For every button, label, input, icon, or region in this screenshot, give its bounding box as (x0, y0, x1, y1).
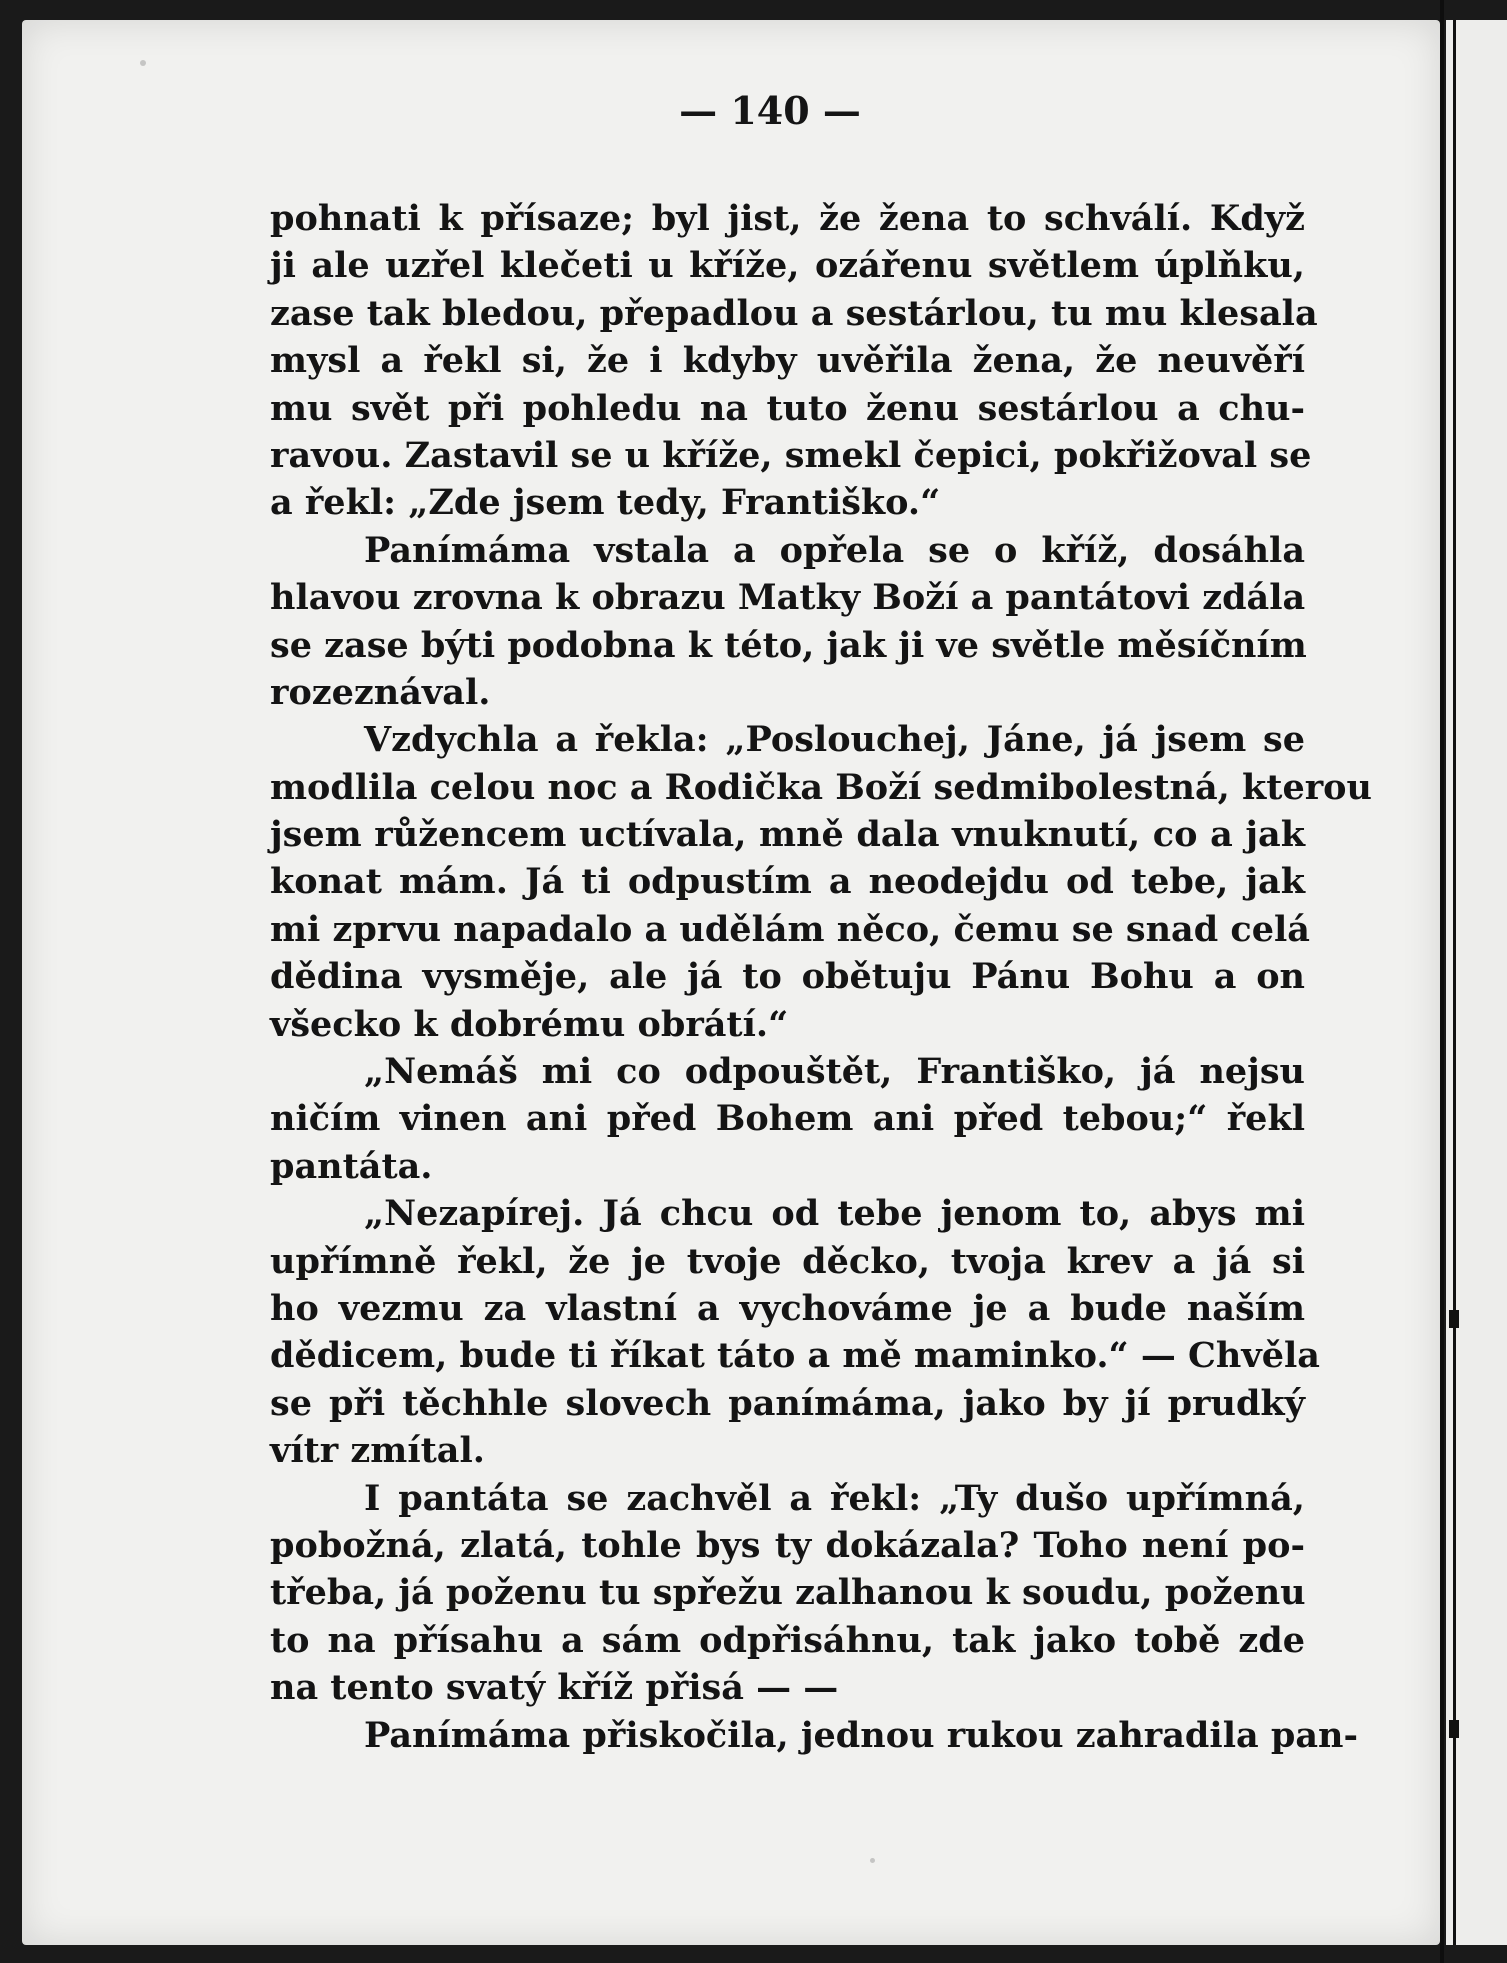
text-line: rozeznával. (270, 671, 491, 713)
paper-speck (140, 60, 146, 66)
text-line: pohnati k přísaze; byl jist, že žena to schválí. Když (270, 198, 1305, 239)
body-text (270, 195, 1372, 1759)
text-line: mysl a řekl si, že i kdyby uvěřila žena, že neuvěří (270, 340, 1305, 382)
text-line: pobožná, zlatá, tohle bys ty dokázala? Toho není po- (270, 1524, 1305, 1566)
text-line: ho vezmu za vlastní a vychováme je a bude naším (270, 1287, 1305, 1329)
text-line: na tento svatý kříž přisá — — (270, 1667, 839, 1709)
text-line: dědicem, bude ti říkat táto a mě maminko.“ — Chvěla (270, 1335, 1320, 1377)
text-line: ravou. Zastavil se u kříže, smekl čepici, pokřižoval se (270, 434, 1312, 476)
text-line: dědina vysměje, ale já to obětuju Pánu Bohu a on (270, 956, 1305, 998)
adjacent-page-mark (1449, 1720, 1459, 1738)
page-edge-shadow (1440, 0, 1444, 1963)
text-line: všecko k dobrému obrátí.“ (270, 1003, 789, 1045)
text-line: upřímně řekl, že je tvoje děcko, tvoja krev a já si (270, 1240, 1305, 1282)
text-line: Vzdychla a řekla: „Posloucheј, Jáne, já jsem se (364, 719, 1305, 761)
text-line: se při těchhle slovech panímáma, jako by jí prudký (270, 1382, 1305, 1424)
text-line: „Nezapírej. Já chcu od tebe jenom to, abys mi (364, 1193, 1305, 1235)
text-line: „Nemáš mi co odpouštět, Františko, já nejsu (364, 1051, 1305, 1093)
text-line: mi zprvu napadalo a udělám něco, čemu se snad celá (270, 908, 1310, 950)
text-line: mu svět při pohledu na tuto ženu sestárlou a chu- (270, 387, 1305, 429)
text-line: Panímáma vstala a opřela se o kříž, dosáhla (364, 529, 1305, 571)
paper-speck (870, 1858, 875, 1863)
text-line: ji ale uzřel klečeti u kříže, ozářenu světlem úplňku, (270, 245, 1305, 287)
text-line: hlavou zrovna k obrazu Matky Boží a pantátovi zdála (270, 577, 1306, 619)
adjacent-page-mark (1449, 1310, 1459, 1328)
text-line: ničím vinen ani před Bohem ani před tebou;“ řekl (270, 1098, 1305, 1140)
text-line: zase tak bledou, přepadlou a sestárlou, tu mu klesala (270, 292, 1318, 334)
text-line: I pantáta se zachvěl a řekl: „Ty dušo upřímná, (364, 1477, 1305, 1519)
text-line: třeba, já poženu tu spřežu zalhanou k soudu, poženu (270, 1572, 1306, 1614)
text-line: Panímáma přiskočila, jednou rukou zahradila pan- (364, 1714, 1358, 1756)
text-line: vítr zmítal. (270, 1430, 485, 1472)
text-line: se zase býti podobna k této, jak ji ve světle měsíčním (270, 624, 1307, 666)
text-line: konat mám. Já ti odpustím a neodejdu od tebe, jak (270, 861, 1305, 903)
text-line: jsem růžencem uctívala, mně dala vnuknutí, co a jak (270, 814, 1305, 856)
text-line: to na přísahu a sám odpřisáhnu, tak jako tobě zde (270, 1619, 1305, 1661)
text-line: pantáta. (270, 1145, 433, 1187)
adjacent-page-rule (1453, 20, 1456, 1945)
text-line: modlila celou noc a Rodička Boží sedmibolestná, kterou (270, 766, 1372, 808)
page-number: — 140 — (679, 88, 861, 133)
text-line: a řekl: „Zde jsem tedy, Františko.“ (270, 482, 941, 524)
